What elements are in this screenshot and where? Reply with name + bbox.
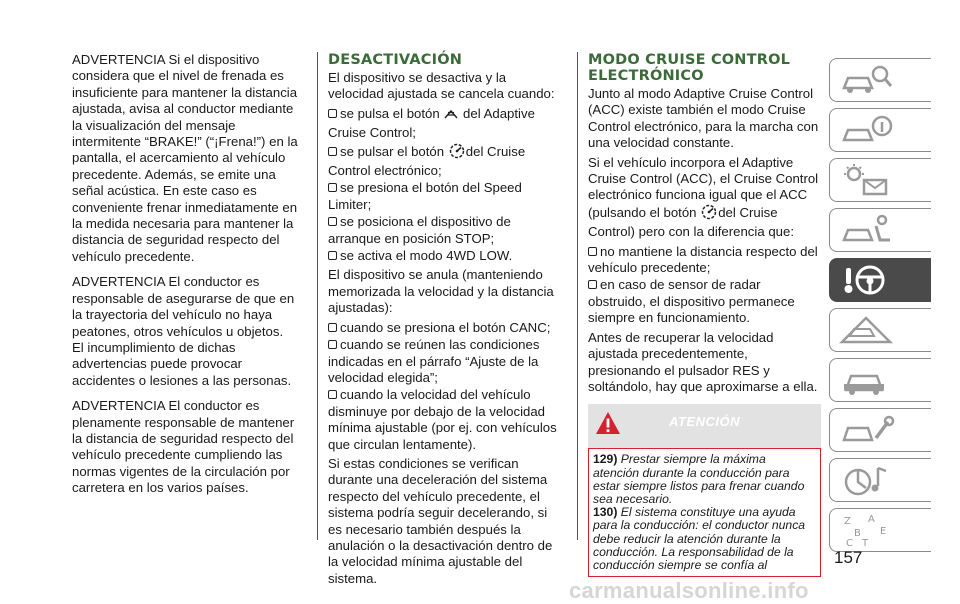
footer-watermark: carmanualsonline.info — [569, 578, 809, 603]
resume-paragraph: Antes de recuperar la velocidad ajustada precedentemente, presionando el pulsador RES y soltándolo, hay que aproximarse a ella. — [588, 329, 818, 394]
car-search-icon — [838, 62, 898, 98]
cruise-control-speedometer-icon — [448, 143, 466, 163]
tab-car-service[interactable] — [829, 358, 931, 402]
intro-paragraph: El dispositivo se desactiva y la velocidad ajustada se cancela cuando: — [328, 70, 555, 102]
road-warning-icon — [838, 312, 898, 348]
warning-item: 129) Prestar siempre la máxima atención durante la conducción para estar siempre listos para frenar cuando sea necesario. — [593, 452, 805, 506]
bullet-square-icon — [328, 323, 337, 332]
cruise-control-speedometer-icon — [700, 204, 718, 224]
column-divider — [577, 52, 578, 540]
index-letter: C — [846, 538, 853, 548]
tab-car-search[interactable] — [829, 58, 931, 102]
warning-header-bar — [588, 404, 821, 448]
list-item: cuando la velocidad del vehículo disminuye por debajo de la velocidad mínima ajustable (por ej. con vehículos que circulan lentamente). — [328, 387, 557, 452]
section-heading-desactivacion: DESACTIVACIÓN — [328, 52, 463, 68]
bullet-square-icon — [588, 247, 597, 256]
index-letter: T — [862, 538, 869, 548]
tab-car-wrench[interactable] — [829, 408, 931, 452]
warning-lights-mail-icon — [838, 162, 898, 198]
car-wrench-icon — [838, 412, 898, 448]
bullet-square-icon — [328, 147, 337, 156]
bullet-square-icon — [328, 183, 337, 192]
warning-item: 130) El sistema constituye una ayuda para la conducción: el conductor nunca debe reducir la atención durante la conducción. La responsabilidad de la conducción siempre se confía al — [593, 505, 806, 572]
bullet-square-icon — [588, 280, 597, 289]
list-item: cuando se reúnen las condiciones indicadas en el párrafo “Ajuste de la velocidad elegida”; — [328, 337, 540, 385]
tab-alphabetical-index[interactable] — [829, 508, 931, 552]
alphabetical-index-icon — [838, 512, 898, 548]
bullet-square-icon — [328, 340, 337, 349]
page-number: 157 — [834, 548, 863, 567]
column-3 — [588, 52, 821, 577]
column-2 — [328, 52, 563, 596]
chapter-tabs — [829, 58, 931, 558]
bullet-square-icon — [328, 109, 337, 118]
tab-warning-lights[interactable] — [829, 158, 931, 202]
index-letter: B — [854, 528, 861, 539]
list-item: se posiciona el dispositivo de arranque en posición STOP; — [328, 214, 511, 246]
tab-car-seat[interactable] — [829, 208, 931, 252]
column-1 — [72, 52, 298, 506]
index-letter: Z — [844, 516, 851, 527]
warning-paragraph-trajectory: ADVERTENCIA El conductor es responsable de asegurarse de que en la trayectoria del vehículo no haya peatones, otros vehículos u objetos. El incumplimiento de dichas advertencias puede provocar accidentes o lesiones a las personas. — [72, 274, 295, 388]
list-item: se pulsa el botón del Adaptive Cruise Control; — [328, 105, 535, 141]
list-item: cuando se presiona el botón CANC; — [328, 320, 563, 336]
index-letter: E — [880, 526, 887, 537]
bullet-square-icon — [328, 217, 337, 226]
list-item: se pulsar el botón del Cruise Control electrónico; — [328, 143, 526, 179]
warning-title: ATENCIÓN — [669, 414, 740, 430]
index-letter: A — [868, 514, 875, 525]
section-heading-cruise-control: MODO CRUISE CONTROL ELECTRÓNICO — [588, 52, 791, 84]
column-divider — [317, 52, 318, 540]
annul-paragraph: El dispositivo se anula (manteniendo memorizada la velocidad y la distancia ajustadas): — [328, 267, 554, 316]
cruise-acc-paragraph: Si el vehículo incorpora el Adaptive Cruise Control (ACC), el Cruise Control electrónico funciona igual que el ACC (pulsando el botón del Cruise Control) pero con la diferencia que: — [588, 154, 819, 240]
cruise-intro-paragraph: Junto al modo Adaptive Cruise Control (ACC) existe también el modo Cruise Control electrónico, para la marcha con una velocidad constante. — [588, 86, 819, 151]
list-item: se activa el modo 4WD LOW. — [328, 248, 563, 264]
car-seat-icon — [838, 212, 898, 248]
tab-car-info[interactable] — [829, 108, 931, 152]
warning-box — [588, 448, 821, 577]
warning-paragraph-distance: ADVERTENCIA El conductor es plenamente responsable de mantener la distancia de seguridad respecto del vehículo precedente cumpliendo las normas vigentes de la circulación por carretera en los varios países. — [72, 398, 295, 496]
list-item: no mantiene la distancia respecto del vehículo precedente; — [588, 243, 818, 276]
list-item: en caso de sensor de radar obstruido, el dispositivo permanece siempre en funcionamiento. — [588, 277, 795, 326]
list-item: se presiona el botón del Speed Limiter; — [328, 180, 522, 212]
deceleration-paragraph: Si estas condiciones se verifican durante una deceleración del sistema respecto del vehículo precedente, el sistema podría seguir decelerando, si es necesario también después la anulación o la desactivación dentro de la velocidad mínima ajustable del sistema. — [328, 455, 553, 586]
tab-key-steering-wheel[interactable] — [829, 258, 931, 302]
media-music-icon — [838, 462, 898, 498]
key-steering-wheel-icon — [838, 262, 898, 298]
bullet-square-icon — [328, 390, 337, 399]
warning-paragraph-brake: ADVERTENCIA Si el dispositivo considera que el nivel de frenada es insuficiente para mantener la distancia ajustada, avisa al conductor mediante la visualización del mensaje intermitente “BRAKE!” (“¡Frena!”) en la pantalla, el acercamiento al vehículo precedente. Además, se emite una señal acústica. En este caso es conveniente frenar inmediatamente en la medida necesaria para mantener la distancia de seguridad respecto del vehículo precedente. — [72, 52, 298, 264]
bullet-square-icon — [328, 251, 337, 260]
tab-media-music[interactable] — [829, 458, 931, 502]
car-service-icon — [838, 362, 898, 398]
adaptive-cruise-button-icon — [443, 109, 459, 125]
car-info-icon — [838, 112, 898, 148]
tab-road-warning[interactable] — [829, 308, 931, 352]
